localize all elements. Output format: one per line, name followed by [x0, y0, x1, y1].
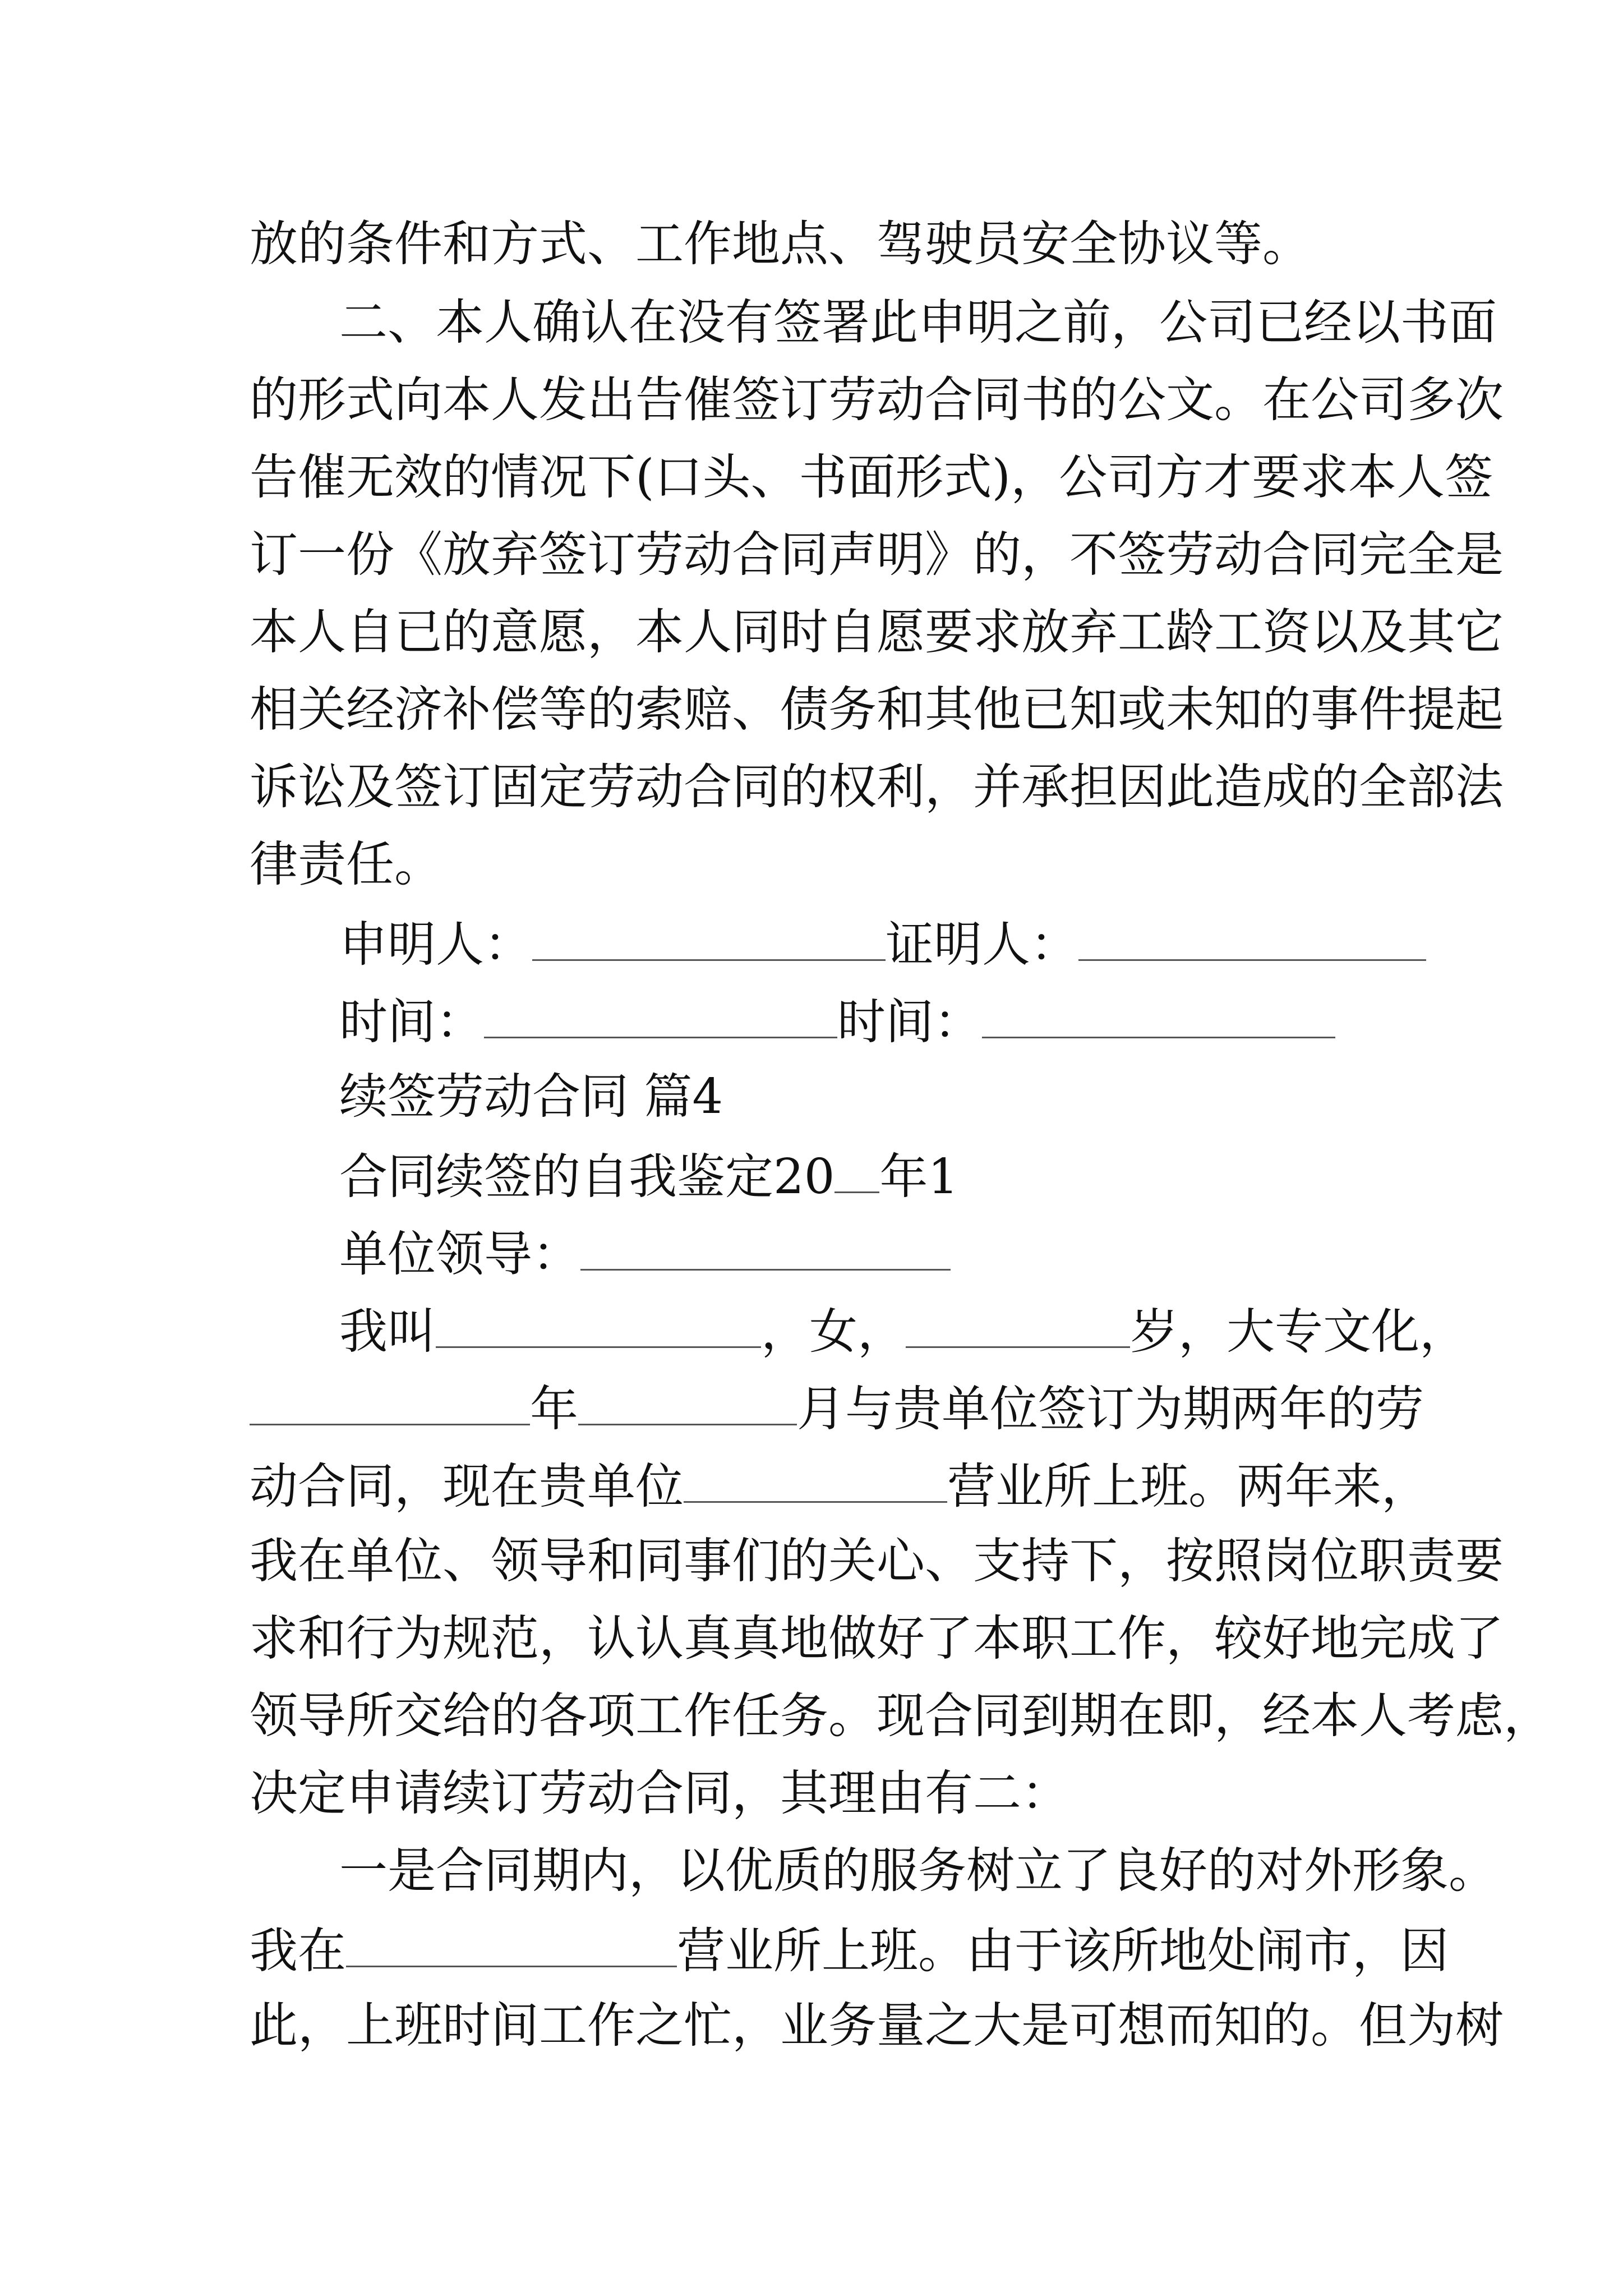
line-text: 月与贵单位签订为期两年的劳: [797, 1381, 1424, 1437]
signature-line: [339, 918, 1426, 974]
leader-line: [339, 1227, 951, 1283]
line-text: ，女，: [761, 1304, 906, 1360]
paragraph-line: [250, 1533, 1504, 1593]
paragraph-line: [250, 372, 1504, 432]
unit-blank: [684, 1460, 947, 1503]
name-blank: [436, 1305, 761, 1348]
paragraph-line: [250, 759, 1504, 819]
date-label: 时间：: [837, 994, 982, 1050]
line-text: 订一份《放弃签订劳动合同声明》的，不签劳动合同完全是: [250, 527, 1504, 583]
paragraph-line: [250, 836, 442, 896]
subtitle-line: [339, 1150, 958, 1206]
line-text: 律责任。: [250, 836, 442, 892]
paragraph-line: [250, 1382, 1424, 1438]
line-text: 我在单位、领导和同事们的关心、支持下，按照岗位职责要: [250, 1533, 1504, 1589]
month-blank: [578, 1382, 797, 1425]
paragraph-line: [250, 216, 1311, 276]
paragraph-line: [250, 604, 1504, 664]
paragraph-line: [250, 449, 1493, 509]
paragraph-line: [250, 1688, 1552, 1748]
line-text: 放的条件和方式、工作地点、驾驶员安全协议等。: [250, 216, 1311, 272]
line-text: 决定申请续订劳动合同，其理由有二：: [250, 1765, 1069, 1821]
paragraph-line: [250, 1460, 1430, 1516]
line-text: 本人自已的意愿，本人同时自愿要求放弃工龄工资以及其它: [250, 604, 1504, 660]
line-text: 我叫: [339, 1304, 436, 1360]
witness-label: 证明人：: [886, 917, 1078, 973]
paragraph-line: [339, 1305, 1468, 1361]
office-blank: [346, 1924, 677, 1967]
subtitle-text: 合同续签的自我鉴定20: [339, 1149, 835, 1205]
paragraph-line: [250, 1998, 1504, 2058]
line-text: 此，上班时间工作之忙，业务量之大是可想而知的。但为树: [250, 1998, 1504, 2054]
line-text: 动合同，现在贵单位: [250, 1458, 684, 1515]
date-blank: [982, 995, 1335, 1038]
paragraph-line: [250, 527, 1504, 587]
declarant-label: 申明人：: [339, 917, 532, 973]
line-text: 求和行为规范，认认真真地做好了本职工作，较好地完成了: [250, 1611, 1504, 1667]
line-text: 领导所交给的各项工作任务。现合同到期在即，经本人考虑，: [250, 1688, 1552, 1744]
section-heading: [339, 1069, 723, 1129]
year-blank: [250, 1382, 530, 1425]
line-text: 的形式向本人发出告催签订劳动合同书的公文。在公司多次: [250, 372, 1504, 428]
date-blank: [484, 995, 837, 1038]
line-text: 我在: [250, 1923, 346, 1979]
line-text: 诉讼及签订固定劳动合同的权利，并承担因此造成的全部法: [250, 759, 1504, 815]
line-text: 营业所上班。由于该所地处闹市，因: [677, 1923, 1449, 1979]
line-text: 相关经济补偿等的索赔、债务和其他已知或未知的事件提起: [250, 682, 1504, 738]
witness-blank: [1078, 918, 1426, 961]
subtitle-text: 年1: [879, 1149, 959, 1205]
year-blank: [834, 1150, 879, 1193]
declarant-blank: [532, 918, 886, 961]
line-text: 告催无效的情况下(口头、书面形式)，公司方才要求本人签: [250, 449, 1493, 505]
line-text: 一是合同期内，以优质的服务树立了良好的对外形象。: [339, 1843, 1497, 1899]
leader-blank: [580, 1227, 951, 1271]
paragraph-line: [339, 295, 1497, 355]
date-line: [339, 995, 1335, 1051]
line-text: 二、本人确认在没有签署此申明之前，公司已经以书面: [339, 295, 1497, 351]
line-text: 年: [530, 1381, 578, 1437]
leader-label: 单位领导：: [339, 1226, 580, 1282]
paragraph-line: [250, 1611, 1504, 1671]
heading-text: 续签劳动合同 篇4: [339, 1069, 723, 1125]
paragraph-line: [339, 1843, 1497, 1903]
paragraph-line: [250, 682, 1504, 742]
date-label: 时间：: [339, 994, 484, 1050]
age-blank: [906, 1305, 1130, 1348]
line-text: 岁，大专文化，: [1130, 1304, 1468, 1360]
paragraph-line: [250, 1765, 1069, 1825]
paragraph-line: [250, 1924, 1449, 1980]
line-text: 营业所上班。两年来，: [947, 1458, 1430, 1515]
